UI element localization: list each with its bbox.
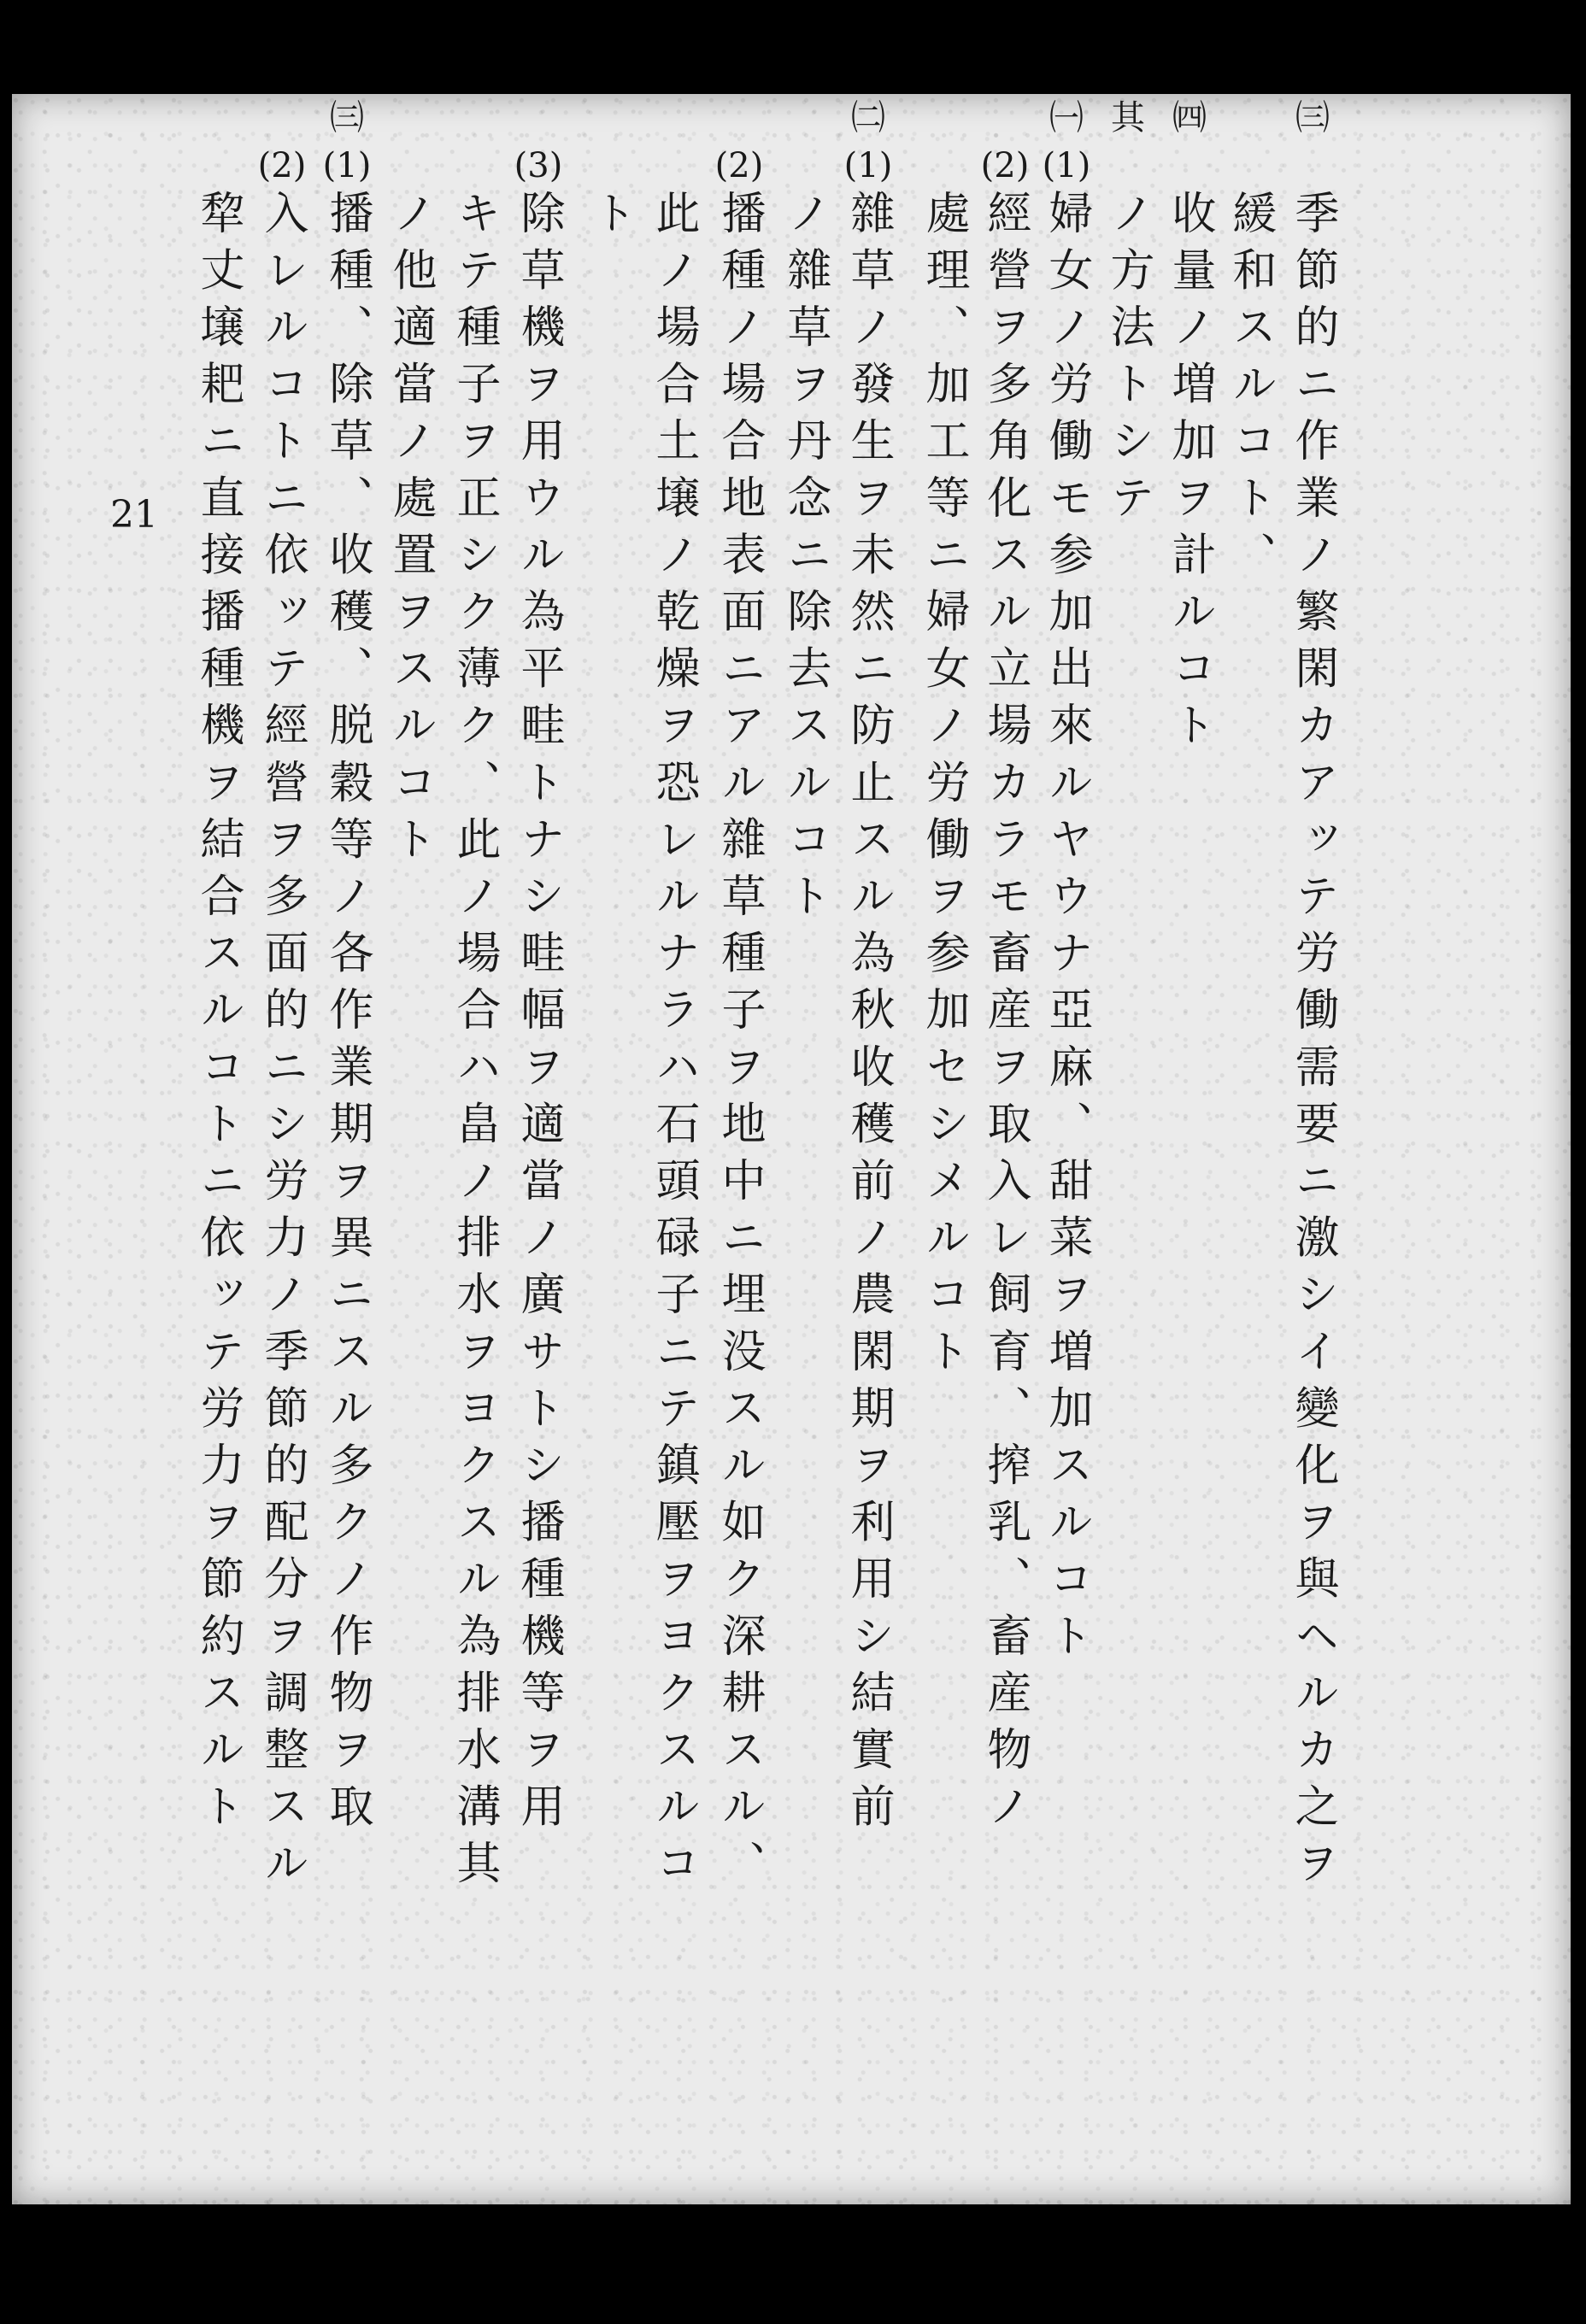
column-text: キテ種子ヲ正シク薄ク、此ノ場合ハ畠ノ排水ヲヨクスル為排水溝其 [449,190,500,1897]
column-text: 經營ヲ多角化スル立場カラモ畜産ヲ取入レ飼育、搾乳、畜産物ノ [979,190,1031,1840]
text-column-11 [643,94,704,1897]
subsection-marker: (1) [322,146,372,185]
column-text: 季節的ニ作業ノ繁閑カアッテ労働需要ニ激シイ變化ヲ與ヘルカ之ヲ [1287,190,1338,1897]
text-column-8 [837,94,899,1840]
column-text: ノ方法トシテ [1102,190,1154,531]
text-column-12 [579,94,641,247]
section-marker: ㈠ [1049,98,1084,138]
text-column-17 [251,94,313,1897]
column-text: 播種ノ場合地表面ニアル雜草種子ヲ地中ニ埋没スル如ク深耕スル、 [714,190,765,1897]
document-page [12,94,1571,2204]
text-column-18 [187,94,249,1840]
column-text: 收量ノ増加ヲ計ルコト [1164,190,1215,759]
column-text: ノ他適當ノ處置ヲスルコト [385,190,436,873]
column-text: 入レルコトニ依ッテ經營ヲ多面的ニシ労力ノ季節的配分ヲ調整スル [256,190,308,1897]
column-text: 此ノ場合土壌ノ乾燥ヲ恐レルナラハ石頭碌子ニテ鎮壓ヲヨクスルコ [648,190,699,1897]
subsection-marker: (2) [980,146,1030,185]
text-column-9 [774,94,836,930]
subsection-marker: (1) [843,146,893,185]
column-text: 犂丈壌耙ニ直接播種機ヲ結合スルコトニ依ッテ労力ヲ節約スルト [192,190,244,1840]
text-column-6 [974,94,1036,1840]
section-marker: ㈡ [851,98,885,138]
column-text: 播種、除草、收穫、脱穀等ノ各作業期ヲ異ニスル多クノ作物ヲ取 [321,190,373,1840]
text-column-10 [708,94,770,1897]
column-text: 處理、加工等ニ婦女ノ労働ヲ参加セシメルコト [918,190,969,1385]
subsection-marker: (1) [1042,146,1091,185]
text-column-15 [379,94,441,872]
page-number: 21 [110,493,158,537]
subsection-marker: (3) [514,146,563,185]
column-text: ト [584,190,636,247]
subsection-marker: (2) [714,146,764,185]
text-column-16 [316,94,378,1840]
text-column-1 [1282,94,1343,1897]
column-text: 婦女ノ労働モ参加出來ルヤウナ亞麻、甜菜ヲ増加スルコト [1041,190,1092,1670]
text-column-4 [1097,94,1159,531]
subsection-marker: (2) [257,146,307,185]
section-marker: 其 [1111,98,1145,138]
text-column-13 [508,94,569,1840]
column-text: 雜草ノ發生ヲ未然ニ防止スル為秋收穫前ノ農閑期ヲ利用シ結實前 [843,190,894,1840]
column-text: 除草機ヲ用ウル為平畦トナシ畦幅ヲ適當ノ廣サトシ播種機等ヲ用 [513,190,564,1840]
section-marker: ㈣ [1172,98,1207,138]
text-column-2 [1219,94,1281,588]
text-column-7 [913,94,974,1385]
section-marker: ㈢ [330,98,364,138]
text-column-14 [443,94,505,1897]
column-text: ノ雜草ヲ丹念ニ除去スルコト [779,190,831,930]
column-text: 緩和スルコト、 [1225,190,1276,589]
text-column-3 [1159,94,1220,759]
section-marker: ㈢ [1295,98,1330,138]
text-column-5 [1036,94,1097,1670]
